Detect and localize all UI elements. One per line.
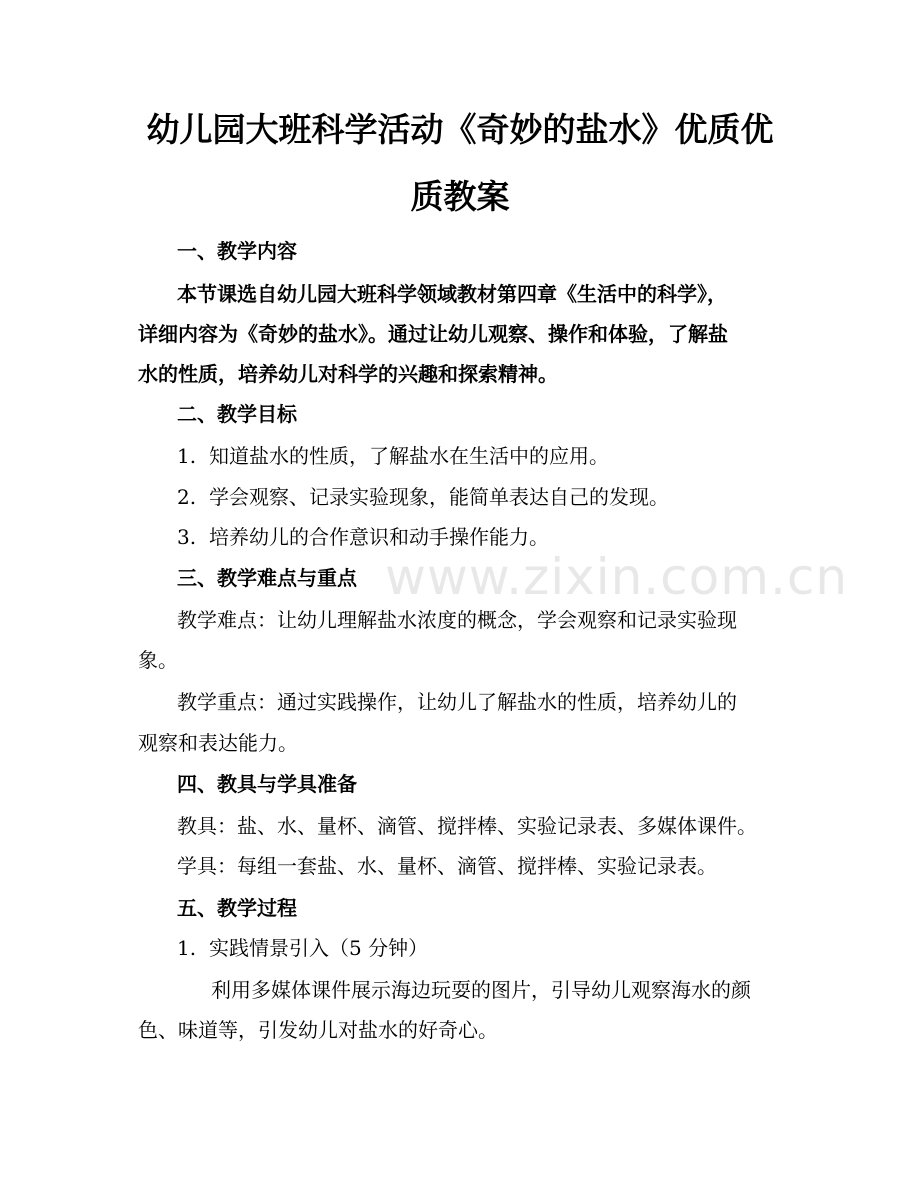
goal-number: 3. bbox=[177, 525, 197, 549]
student-tools: 学具：每组一套盐、水、量杯、滴管、搅拌棒、实验记录表。 bbox=[177, 854, 717, 878]
section-heading-difficulty: 三、教学难点与重点 bbox=[177, 566, 357, 590]
content-paragraph-line-2: 详细内容为《奇妙的盐水》。通过让幼儿观察、操作和体验，了解盐 bbox=[138, 322, 728, 346]
title-line-1: 幼儿园大班科学活动《奇妙的盐水》优质优 bbox=[146, 110, 774, 149]
title-line-2: 质教案 bbox=[410, 177, 510, 216]
section-heading-goals: 二、教学目标 bbox=[177, 402, 297, 426]
section-heading-content: 一、教学内容 bbox=[177, 239, 297, 263]
key-point-line-2: 观察和表达能力。 bbox=[138, 731, 298, 755]
watermark: www.zixin.com.cn bbox=[385, 548, 849, 606]
document-title bbox=[120, 96, 800, 230]
goal-item bbox=[177, 442, 609, 470]
step-number: 1. bbox=[177, 936, 197, 960]
goal-number: 1. bbox=[177, 444, 197, 468]
goal-number: 2. bbox=[177, 485, 197, 509]
section-heading-process: 五、教学过程 bbox=[177, 896, 297, 920]
content-paragraph-line-3: 水的性质，培养幼儿对科学的兴趣和探索精神。 bbox=[138, 362, 558, 386]
key-point-line-1: 教学重点：通过实践操作，让幼儿了解盐水的性质，培养幼儿的 bbox=[177, 690, 737, 714]
content-paragraph-line-1: 本节课选自幼儿园大班科学领域教材第四章《生活中的科学》， bbox=[177, 282, 727, 306]
step-paragraph-line-2: 色、味道等，引发幼儿对盐水的好奇心。 bbox=[138, 1018, 498, 1042]
goal-text: 培养幼儿的合作意识和动手操作能力。 bbox=[209, 525, 549, 549]
goal-item bbox=[177, 523, 549, 551]
section-heading-materials: 四、教具与学具准备 bbox=[177, 772, 357, 796]
difficulty-line-1: 教学难点：让幼儿理解盐水浓度的概念，学会观察和记录实验现 bbox=[177, 608, 737, 632]
goal-text: 知道盐水的性质，了解盐水在生活中的应用。 bbox=[209, 444, 609, 468]
teacher-tools: 教具：盐、水、量杯、滴管、搅拌棒、实验记录表、多媒体课件。 bbox=[177, 814, 757, 838]
goal-item bbox=[177, 483, 669, 511]
goal-text: 学会观察、记录实验现象，能简单表达自己的发现。 bbox=[209, 485, 669, 509]
difficulty-line-2: 象。 bbox=[138, 648, 178, 672]
step-title-text: 实践情景引入（5 分钟） bbox=[209, 936, 429, 960]
process-step-title bbox=[177, 934, 428, 962]
step-paragraph-line-1: 利用多媒体课件展示海边玩耍的图片，引导幼儿观察海水的颜 bbox=[211, 978, 751, 1002]
